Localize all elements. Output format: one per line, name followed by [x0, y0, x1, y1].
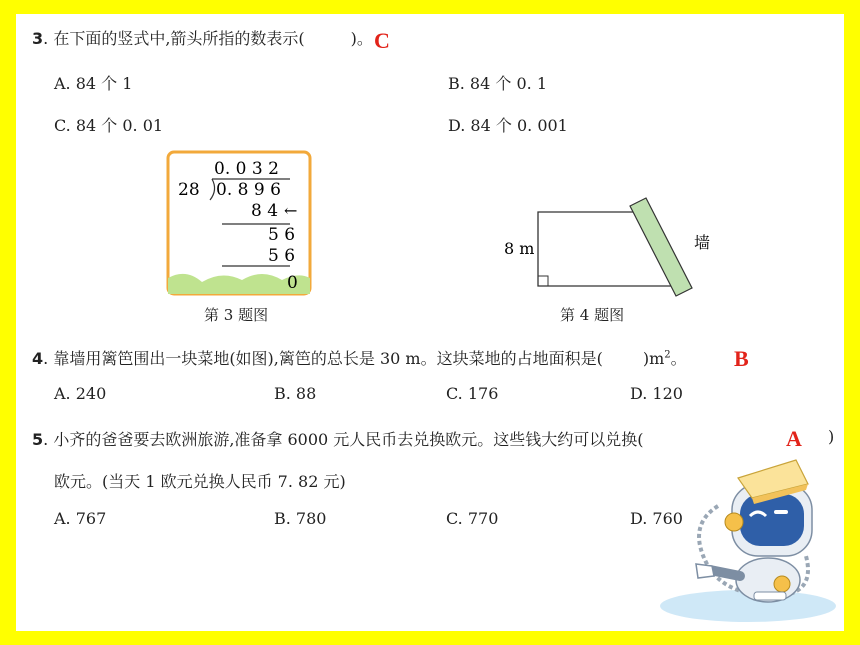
arrow-icon: ←: [284, 201, 298, 220]
q5-stem-after: ): [828, 427, 835, 446]
q3-caption: 第 3 题图: [204, 306, 269, 324]
division-step2: 5 6: [268, 225, 296, 245]
q3-stem: [32, 26, 373, 49]
q3-option-a: A. 84 个 1: [54, 74, 133, 93]
division-dividend: 0. 8 9 6: [216, 180, 281, 200]
q5-option-a: A. 767: [54, 509, 107, 528]
q5-option-b: B. 780: [274, 509, 327, 528]
q4-stem-after: )m: [642, 349, 665, 368]
q4-stem: [32, 346, 687, 369]
q4-option-d: D. 120: [630, 384, 683, 403]
q4-option-a: A. 240: [54, 384, 107, 403]
q3-option-b: B. 84 个 0. 1: [448, 74, 547, 93]
q4-unit-sup: 2: [664, 349, 671, 361]
division-remainder: 0: [287, 273, 298, 293]
q3-option-c: C. 84 个 0. 01: [54, 116, 164, 135]
q3-stem-after: )。: [350, 29, 373, 48]
division-divisor: 28: [178, 180, 200, 200]
q5-option-c: C. 770: [446, 509, 499, 528]
garden-side-label: 8 m: [504, 239, 535, 258]
q4-caption: 第 4 题图: [560, 306, 625, 324]
q4-answer: B: [734, 346, 749, 371]
wall-label: 墙: [694, 233, 711, 252]
q3-number: 3: [32, 29, 44, 48]
q5-number: 5: [32, 430, 44, 449]
q5-answer: A: [786, 426, 802, 451]
q3-stem-before: . 在下面的竖式中,箭头所指的数表示(: [43, 29, 305, 48]
division-quotient: 0. 0 3 2: [214, 159, 279, 179]
worksheet-page: [16, 14, 844, 631]
q5-stem-line2: 欧元。(当天 1 欧元兑换人民币 7. 82 元): [54, 472, 346, 491]
q5-stem: [32, 427, 644, 450]
q4-stem-end: 。: [670, 349, 687, 368]
division-step1: 8 4: [251, 201, 279, 221]
q5-stem-before: . 小齐的爸爸要去欧洲旅游,准备拿 6000 元人民币去兑换欧元。这些钱大约可以兑换(: [43, 430, 644, 449]
q4-option-c: C. 176: [446, 384, 499, 403]
q4-garden-figure: [500, 192, 720, 302]
q4-stem-before: . 靠墙用篱笆围出一块菜地(如图),篱笆的总长是 30 m。这块菜地的占地面积是(: [43, 349, 603, 368]
q4-number: 4: [32, 349, 44, 368]
q3-division-figure: [166, 150, 314, 298]
robot-mascot-icon: [656, 446, 838, 626]
q5-option-d: D. 760: [630, 509, 683, 528]
q4-option-b: B. 88: [274, 384, 317, 403]
q3-answer: C: [374, 28, 390, 53]
division-step3: 5 6: [268, 246, 296, 266]
q3-option-d: D. 84 个 0. 001: [448, 116, 568, 135]
